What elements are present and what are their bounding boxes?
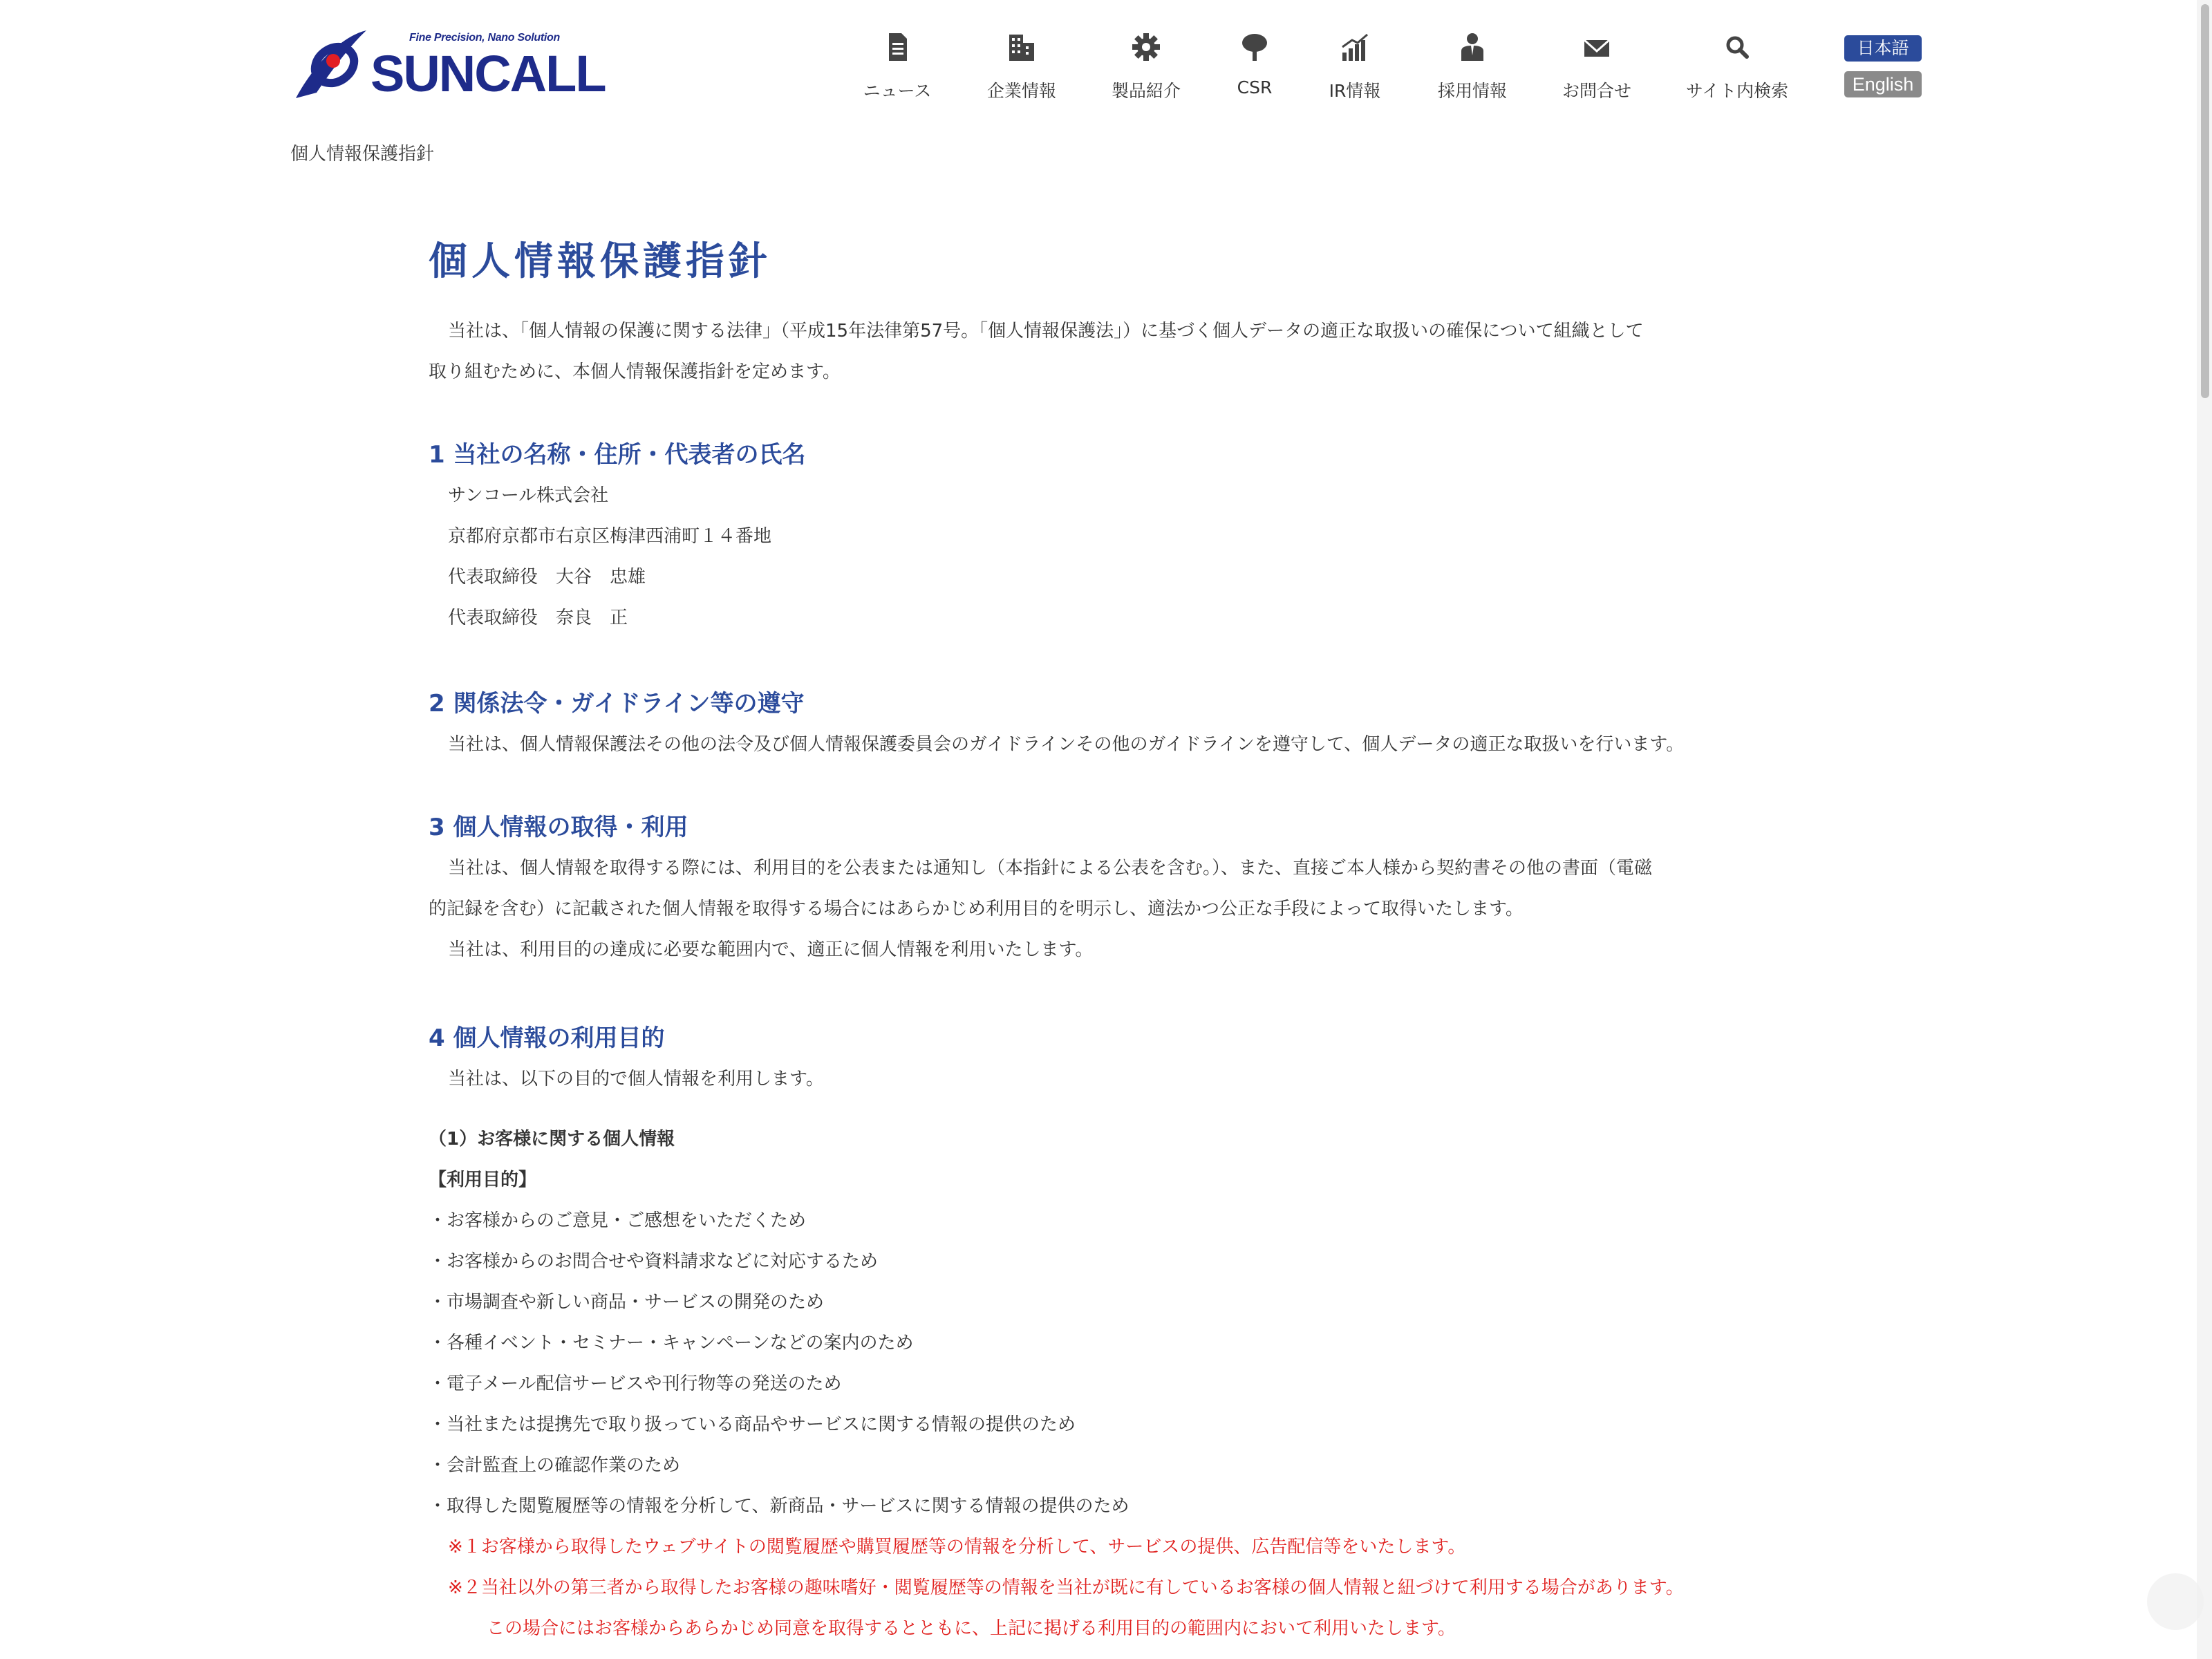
note-2: ※２当社以外の第三者から取得したお客様の趣味嗜好・閲覧履歴等の情報を当社が既に有しているお客様の個人情報と紐づけて利用する場合があります。	[448, 1577, 1684, 1598]
intro-line-2: 取り組むために、本個人情報保護指針を定めます。	[429, 362, 841, 382]
bar-chart-icon	[1338, 30, 1371, 64]
main-content	[429, 232, 1797, 1649]
nav-label: 企業情報	[986, 81, 1056, 101]
search-icon	[1721, 30, 1754, 64]
section-3-line-1: 当社は、個人情報を取得する際には、利用目的を公表または通知し（本指針による公表を含む。）、また、直接ご本人様から契約書その他の書面（電磁	[448, 858, 1653, 879]
vertical-scrollbar[interactable]	[2197, 0, 2212, 1659]
gear-icon	[1130, 30, 1163, 64]
back-to-top-button[interactable]	[2147, 1573, 2204, 1630]
tree-icon	[1238, 30, 1271, 64]
nav-label: サイト内検索	[1685, 81, 1789, 101]
nav-item-products[interactable]	[1084, 30, 1208, 106]
section-3-line-3: 当社は、利用目的の達成に必要な範囲内で、適正に個人情報を利用いたします。	[448, 939, 1094, 960]
list-item: ・当社または提携先で取り扱っている商品やサービスに関する情報の提供のため	[429, 1414, 1076, 1435]
nav-item-recruit[interactable]	[1410, 30, 1535, 106]
company-name: サンコール株式会社	[448, 485, 609, 506]
nav-item-contact[interactable]	[1535, 30, 1659, 106]
section-4-title: 4 個人情報の利用目的	[429, 1024, 665, 1052]
nav-label: 製品紹介	[1111, 81, 1181, 101]
list-item: ・会計監査上の確認作業のため	[429, 1455, 681, 1476]
nav-label: IR情報	[1329, 81, 1381, 101]
list-item: ・各種イベント・セミナー・キャンペーンなどの案内のため	[429, 1333, 914, 1353]
list-item: ・電子メール配信サービスや刊行物等の発送のため	[429, 1374, 842, 1394]
list-item: ・市場調査や新しい商品・サービスの開発のため	[429, 1292, 825, 1313]
section-1-title: 1 当社の名称・住所・代表者の氏名	[429, 441, 806, 469]
list-item: ・お客様からのお問合せや資料請求などに対応するため	[429, 1251, 879, 1272]
nav-label: ニュース	[863, 81, 932, 101]
representative-2: 代表取締役 奈良 正	[448, 608, 628, 628]
building-icon	[1005, 30, 1038, 64]
nav-item-site-search[interactable]	[1675, 30, 1799, 106]
section-3-title: 3 個人情報の取得・利用	[429, 814, 688, 841]
nav-item-company[interactable]	[959, 30, 1084, 106]
logo-wordmark: SUNCALL	[371, 45, 606, 102]
list-item: ・お客様からのご意見・ご感想をいただくため	[429, 1210, 807, 1231]
lang-english-button[interactable]: English	[1844, 71, 1922, 97]
nav-label: CSR	[1237, 77, 1273, 97]
section-2-title: 2 関係法令・ガイドライン等の遵守	[429, 690, 805, 718]
page-title: 個人情報保護指針	[429, 239, 771, 284]
nav-label: お問合せ	[1562, 81, 1631, 101]
breadcrumb: 個人情報保護指針	[290, 144, 435, 165]
logo-tagline: Fine Precision, Nano Solution	[409, 32, 560, 44]
section-4-lead: 当社は、以下の目的で個人情報を利用します。	[448, 1069, 824, 1089]
customer-info-subtitle: （1）お客様に関する個人情報	[429, 1129, 675, 1150]
section-3-line-2: 的記録を含む）に記載された個人情報を取得する場合にはあらかじめ利用目的を明示し、適法かつ公正な手段によって取得いたします。	[429, 899, 1524, 919]
note-1: ※１お客様から取得したウェブサイトの閲覧履歴や購買履歴等の情報を分析して、サービスの提供、広告配信等をいたします。	[448, 1537, 1466, 1557]
news-document-icon	[881, 30, 914, 64]
envelope-icon	[1580, 30, 1613, 64]
lang-japanese-button[interactable]: 日本語	[1844, 35, 1922, 62]
list-item: ・取得した閲覧履歴等の情報を分析して、新商品・サービスに関する情報の提供のため	[429, 1496, 1130, 1517]
section-2-text: 当社は、個人情報保護法その他の法令及び個人情報保護委員会のガイドラインその他のガイドラインを遵守して、個人データの適正な取扱いを行います。	[448, 734, 1685, 755]
site-header	[0, 0, 2212, 118]
purpose-heading: 【利用目的】	[429, 1170, 537, 1190]
person-icon	[1456, 30, 1489, 64]
company-address: 京都府京都市右京区梅津西浦町１４番地	[448, 526, 772, 547]
nav-label: 採用情報	[1437, 81, 1507, 101]
representative-1: 代表取締役 大谷 忠雄	[448, 567, 646, 588]
scrollbar-thumb[interactable]	[2201, 4, 2209, 398]
nav-item-news[interactable]	[835, 30, 959, 106]
nav-item-ir[interactable]	[1293, 30, 1417, 106]
intro-line-1: 当社は、「個人情報の保護に関する法律」（平成15年法律第57号。「個人情報保護法」）に基づく個人データの適正な取扱いの確保について組織として	[448, 321, 1644, 341]
note-2-continued: この場合にはお客様からあらかじめ同意を取得するとともに、上記に掲げる利用目的の範囲内において利用いたします。	[487, 1618, 1456, 1639]
